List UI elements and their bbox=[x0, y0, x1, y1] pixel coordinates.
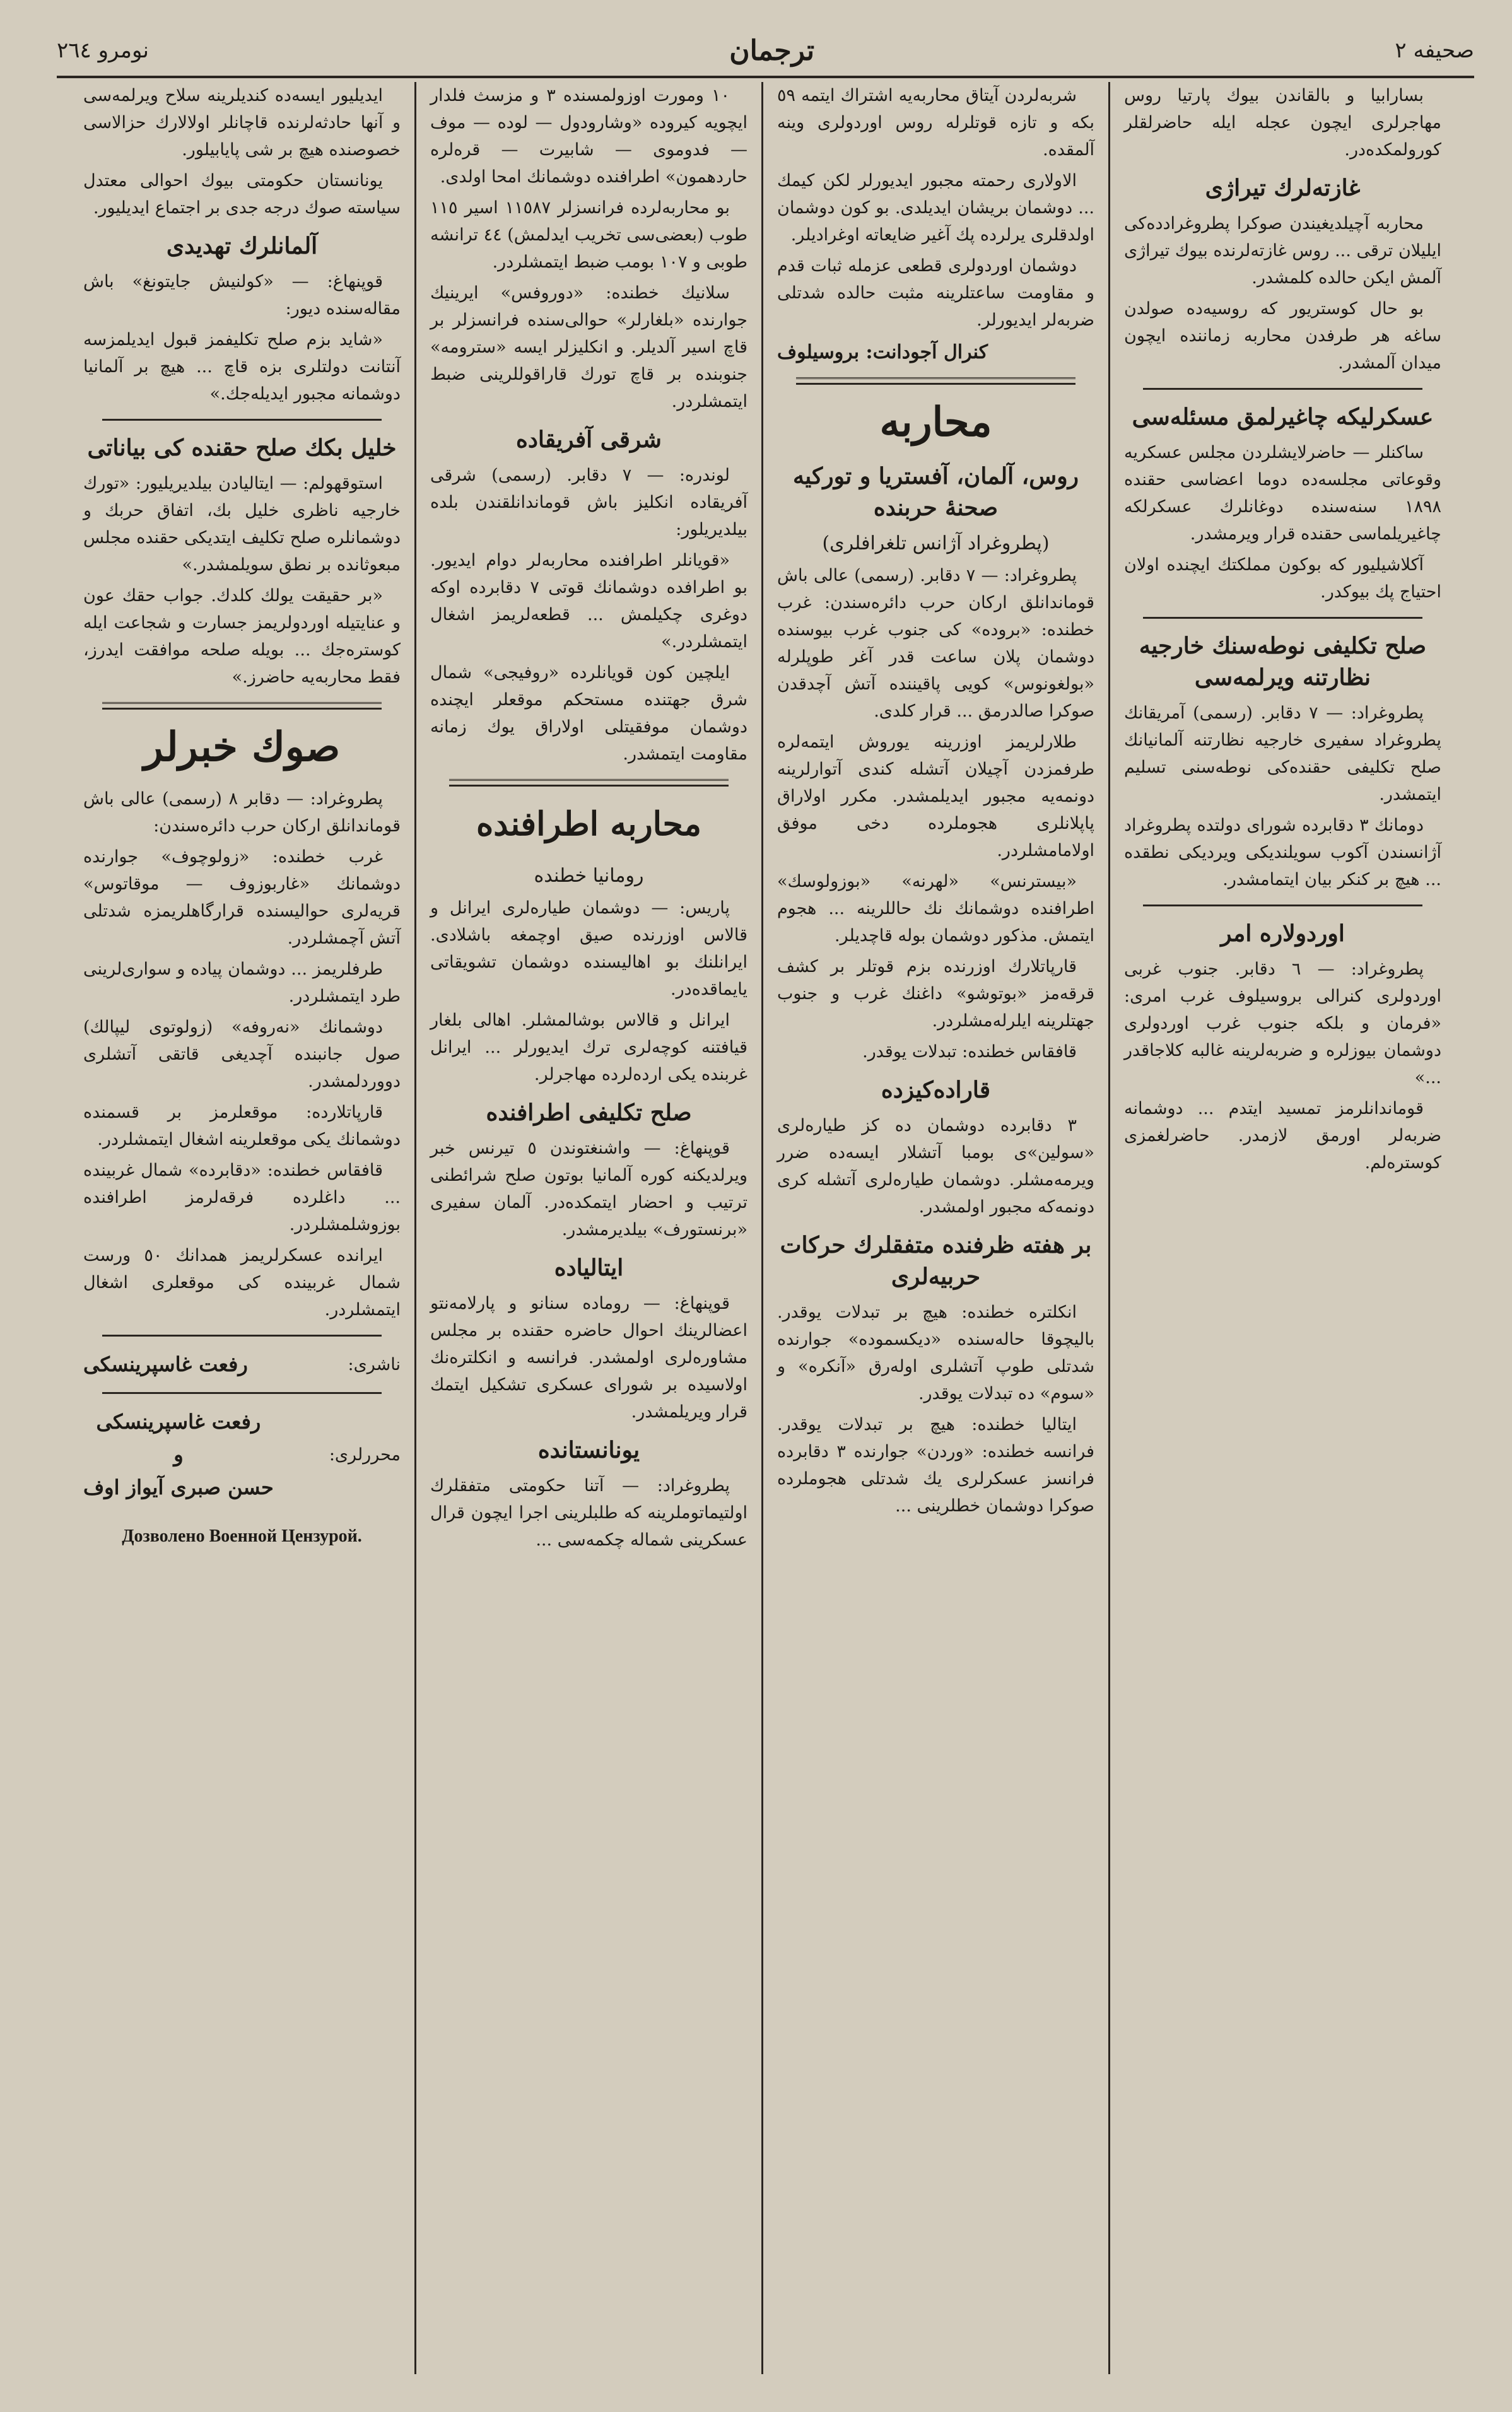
paragraph: محاربه آچيلديغيندن صوكرا پطروغرادده‌كى ايليلان ترقى ... روس غازته‌لرنده بيوك تيراژى آلمش ايكن حالده كلمشدر. bbox=[1124, 214, 1441, 288]
paragraph: قوپنهاغ: — واشنغتوندن ٥ تيرنس خبر ويرلديكنه كوره آلمانيا بوتون صلح شرائطنى ترتيب و احضار ايتمكده‌در. آلمان سفيرى «برنستورف» بيلديرمشدر. bbox=[430, 1139, 747, 1239]
paragraph: دومانك ٣ دقابرده شوراى دولتده پطروغراد آژانسندن آكوب سويلنديكى ويرديكى نطقده ... هيچ بر كنكر بيان ايتمامشدر. bbox=[1124, 816, 1441, 889]
paragraph: الاولارى رحمته مجبور ايديورلر لكن كيمك ... دوشمان بريشان ايديلدى. بو كون دوشمان اولدقلرى يرلرده پك آغير ضايعاته اوغراديلر. bbox=[777, 171, 1094, 245]
headline-allies-week: بر هفته ظرفنده متفقلرك حركات حربيه‌لرى bbox=[780, 1232, 1092, 1290]
paragraph: بو محاربه‌لرده فرانسزلر ١١٥٨٧ اسير ١١٥ طوب (بعضى‌سى‌ تخريب ايدلمش) ٤٤ ترانشه طوبى و ١٠٧ بومب ضبط ايتمشلردر. bbox=[430, 198, 747, 272]
headline-peace-note: صلح تكليفى نوطه‌سنك خارجيه نظارتنه ويرلمه‌سى bbox=[1139, 633, 1427, 691]
divider bbox=[102, 702, 382, 710]
paragraph: قوماندانلرمز تمسيد ايتدم ... دوشمانه ضربه‌لر اورمق لازمدر. حاضرلغمزى كوستره‌لم. bbox=[1124, 1099, 1441, 1173]
divider bbox=[1143, 905, 1422, 906]
paragraph: ١٠ ومورت اوزولمسنده ٣ و مزسث فلدار ايچويه كيروده «وشارودول — لوده — موف — فدوموى — شابيرت — قره‌لره حاردهمون» اطرافنده دوشمانك امحا اولدى. bbox=[430, 86, 747, 187]
subheadline-romania: رومانيا خطنده bbox=[534, 865, 644, 887]
censor-note: Дозволено Военной Цензурой. bbox=[122, 1526, 362, 1546]
paragraph: ايلچين كون قويانلرده «روفيجى» شمال شرق جهتنده مستحكم موقعلر ايچنده دوشمان موفقيتلى اولاراق يوك زمانه مقاومت ايتمشدر. bbox=[430, 663, 747, 764]
headline-halil-bey: خليل بكك صلح حقنده كى بياناتى bbox=[87, 435, 397, 461]
headline-italy: ايتاليا‌ده bbox=[554, 1255, 624, 1281]
headline-east-africa: شرقى آفريقاده bbox=[516, 426, 662, 453]
paragraph: «بيسترنس» «لهرنه» «بوزولوسك» اطرافنده دوشمانك نك حاللرينه ... هجوم ايتمش. مذكور دوشمان بوله قاچديلر. bbox=[777, 872, 1094, 945]
paragraph: ايرانده عسكرلريمز همدانك ٥٠ ورست شمال غربينده كى موقعلرى اشغال ايتمشلردر. bbox=[83, 1246, 401, 1320]
divider bbox=[796, 377, 1075, 385]
paragraph: استوقهولم: — ايتاليادن بيلديريليور: «تورك خارجيه ناظرى خليل بك، اتفاق حربك و دوشمانلره صلح تكليف ايتديكى حقنده مجلس مبعوثانده بر نطق سويلمشدر.» bbox=[83, 474, 401, 575]
paragraph: انكلتره خطنده: هيچ بر تبدلات يوقدر. باليچوقا حاله‌سنده «ديكسموده» جوارنده شدتلى طوپ آتشلرى اوله‌رق «آنكره» و «سوم» ده تبدلات يوقدر. bbox=[777, 1303, 1094, 1403]
masthead-title: ترجمان bbox=[729, 34, 815, 67]
paragraph: ايديليور ايسه‌ده كنديلرينه سلاح ويرلمه‌سى و آنها حادثه‌لرنده قاچانلر اولالارك حزالاسى خصوصنده هيچ بر شى پايابيلور. bbox=[83, 86, 401, 160]
paragraph: بو حال كوستريور كه روسيه‌ده صولدن ساغه هر طرفدن محاربه زماننده ايچون ميدان آلمشدر. bbox=[1124, 299, 1441, 373]
divider bbox=[1143, 388, 1422, 390]
editors-label: محررلرى: bbox=[329, 1444, 401, 1465]
paragraph: دوشمان اوردولرى قطعى عزمله ثبات قدم و مقاومت ساعتلرينه مثبت حالده شدتلى ضربه‌لر ايديورلر. bbox=[777, 256, 1094, 330]
editors-names bbox=[83, 1405, 274, 1504]
paragraph: يونانستان حكومتى بيوك احوالى معتدل سياسته صوك درجه جدى بر اجتماع ايديليور. bbox=[83, 171, 401, 218]
agency-note: (پطروغراد آژانس تلغرافلرى) bbox=[822, 532, 1050, 554]
headline-newspaper-circulation: غازته‌لرك تيراژى bbox=[1205, 175, 1361, 201]
paragraph: ايرانل و قالاس بوشالمشلر. اهالى بلغار قيافتنه كوچه‌لرى ترك ايديورلر ... ايرانل غربنده يكى ارده‌لرده مهاجرلر. bbox=[430, 1010, 747, 1084]
paragraph: «قويانلر اطرافنده محاربه‌لر دوام ايديور. بو اطرافده دوشمانك قوتى ٧ دقابرده اوكه دوغرى چكيلمش ... قطعه‌لريمز اشغال ايتمشلردر.» bbox=[430, 551, 747, 652]
headline-military-call-up: عسكرليكه چاغيرلمق مسئله‌سى bbox=[1132, 404, 1434, 430]
divider bbox=[1143, 617, 1422, 619]
column-2 bbox=[761, 82, 1108, 2374]
paragraph: غرب خطنده: «زولوچوف» جوارنده دوشمانك «غاربوزوف — موقاتوس» قريه‌لرى حواليسنده قرارگاهلريمزه شدتلى آتش آچمشلردر. bbox=[83, 847, 401, 948]
paragraph: ساكنلر — حاضرلايشلردن مجلس عسكريه وقوعاتى مجلسه‌ده دوما اعضاسى حقنده ١٨٩٨ سنه‌سنده دوغانلرك عسكرلكه چاغيريلماسى حقنده قرار ويرمشدر. bbox=[1124, 443, 1441, 544]
headline-greece: يونانستانده bbox=[537, 1437, 640, 1463]
paragraph: قافقاس خطنده: تبدلات يوقدر. bbox=[862, 1042, 1077, 1062]
divider bbox=[102, 1392, 382, 1394]
page-number: صحيفه ٢ bbox=[1395, 38, 1474, 63]
paragraph: قارپاتلارده: موقعلرمز بر قسمنده دوشمانك يكى موقعلرينه اشغال ايتمشلردر. bbox=[83, 1103, 401, 1149]
headline-around-war: محاربه اطرافنده bbox=[476, 805, 701, 843]
paragraph: لوندره: — ٧ دقابر. (رسمى) شرقى آفريقاده انكليز باش قوماندانلقندن بلده بيلديريلور: bbox=[430, 465, 747, 539]
paragraph: پطروغراد: — ٧ دقابر. (رسمى) آمريقانك پطروغراد سفيرى خارجيه نظارتنه آلمانيانك صلح تكليفى حقنده‌كى نوطه‌سنى تسليم ايتمشدر. bbox=[1124, 703, 1441, 804]
paragraph: پطروغراد: — ٧ دقابر. (رسمى) عالى باش قوماندانلق اركان حرب دائره‌سندن: غرب خطنده: «بروده» كى جنوب غرب بيوسنده دوشمان پلان ساعت قدر آغر طوپلرله «بولغونوس» كويى پاقيننده آتش آچدقدن صوكرا صالدرمق ... قرار كلدى. bbox=[777, 566, 1094, 721]
paragraph: بسارابيا و بالقاندن بيوك پارتيا روس مهاجرلرى ايچون عجله ايله حاضرلقلر كورولمكده‌در. bbox=[1124, 86, 1441, 160]
divider bbox=[102, 1335, 382, 1337]
paragraph: قارپاتلارك اوزرنده بزم قوتلر بر كشف قرقه‌مز «بوتوشو» داغنك غرب و جنوب جهتلرينه ايلرله‌مشلردر. bbox=[777, 957, 1094, 1031]
headline-war: محاربه bbox=[879, 399, 992, 446]
headline-german-threat: آلمانلرك تهديدى bbox=[166, 233, 318, 259]
paragraph: قوپنهاغ: — روماده سنانو و پارلامه‌نتو اعضالرينك احوال حاضره حقنده بر مجلس مشاوره‌لرى اولمشدر. فرانسه و انكلتره‌نك اولاسيده بر شوراى عسكرى تشكيل ايتمك قرار ويريلمشدر. bbox=[430, 1294, 747, 1422]
headline-latest-news: صوك خبرلر bbox=[143, 723, 341, 771]
editor-and: و bbox=[173, 1443, 184, 1467]
columns bbox=[69, 82, 1455, 2374]
publisher-line bbox=[83, 1348, 401, 1381]
editors-block bbox=[83, 1405, 401, 1504]
column-3 bbox=[414, 82, 761, 2374]
divider bbox=[449, 779, 729, 787]
headline-orders-to-armies: اوردولاره امر bbox=[1221, 920, 1345, 947]
paragraph: آكلاشيليور كه بوكون مملكتك ايچنده اولان احتياج پك بيوكدر. bbox=[1124, 555, 1441, 602]
paragraph: پطروغراد: — دقابر ٨ (رسمى) عالى باش قوماندانلق اركان حرب دائره‌سندن: bbox=[83, 789, 401, 836]
editor-1: رفعت غاسپرينسكى bbox=[96, 1410, 261, 1434]
subheadline-fronts: روس، آلمان، آفستريا و توركيه صحنهٔ حربنده bbox=[792, 463, 1079, 521]
paragraph: پطروغراد: — آتنا حكومتى متفقلرك اولتيماتوملرينه كه طلبلرينى اجرا ايچون قرال عسكرينى شماله چكمه‌سى ... bbox=[430, 1476, 747, 1550]
publisher-name: رفعت غاسپرينسكى bbox=[83, 1352, 248, 1376]
editor-2: حسن صبرى آيواز اوف bbox=[83, 1475, 274, 1499]
divider bbox=[102, 419, 382, 421]
paragraph: پطروغراد: — ٦ دقابر. جنوب غربى اوردولرى كنرالى بروسيلوف غرب امرى: «فرمان و بلكه جنوب غرب اوردولرى دوشمان بيوزلره و ضربه‌لرينه غالبه كلاجاقدر ...» bbox=[1124, 959, 1441, 1087]
paragraph: ايتاليا خطنده: هيچ بر تبدلات يوقدر. فرانسه خطنده: «وردن» جوارنده ٣ دقابرده فرانسز عسكرلرى يك شدتلى هجوملرده صوكرا دوشمان خطلرينى ... bbox=[777, 1415, 1095, 1516]
paragraph: دوشمانك «نه‌روفه» (زولوتوى ليپالك) صول جانبنده آچديغى قاتقى آتشلرى دووردلمشدر. bbox=[83, 1017, 401, 1091]
page-header bbox=[57, 25, 1474, 78]
paragraph: طلارلريمز اوزرينه يوروش ايتمه‌لره طرفمزدن آچيلان آتشله كندى آتوارلرينه دونمه‌يه مجبور ايديلمشدر. مكرر اولاراق پاپلانلرى هجوملرده دخى موفق اولامامشلردر. bbox=[777, 732, 1094, 860]
signature-brusilov: كنرال آجودانت: بروسيلوف bbox=[777, 341, 988, 363]
paragraph: پاريس: — دوشمان طياره‌لرى ايرانل و قالاس اوزرنده صيق اوچمغه باشلادى. ايرانلنك بو اهاليسنده دوشمان تشويقاتى يايماقده‌در. bbox=[430, 898, 747, 999]
paragraph: ٣ دقابرده دوشمان ده كز طياره‌لرى «سولين»ى بومبا آتشلار ايسه‌ده ضرر ويرمه‌مشلر. دوشمان طياره‌لرى آتشله كرى دونمه‌كه مجبور اولمشدر. bbox=[777, 1116, 1094, 1217]
paragraph: سلانيك خطنده: «دوروفس» ايرينيك جوارنده «بلغارلر» حوالى‌سنده فرانسزلر بر قاچ اسير آلديلر. و انكليزلر ايسه «سترومه» جنوبنده بر قاچ تورك قاراقوللرينى ضبط ايتمشلردر. bbox=[430, 283, 747, 411]
paragraph: شربه‌لردن آيتاق محاربه‌يه اشتراك ايتمه ٥٩ بكه و تازه قوتلرله روس اوردولرى وينه آلمقده. bbox=[777, 86, 1094, 160]
publisher-label: ناشرى: bbox=[348, 1354, 401, 1374]
paragraph: طرفلريمز ... دوشمان پياده و سوارى‌لرينى طرد ايتمشلردر. bbox=[83, 959, 401, 1006]
headline-peace-offer: صلح تكليفى اطرافنده bbox=[486, 1099, 692, 1126]
issue-number: نومرو ٢٦٤ bbox=[57, 38, 149, 63]
column-1 bbox=[1108, 82, 1455, 2374]
headline-black-sea: قاراده‌كيزده bbox=[881, 1077, 991, 1103]
column-4 bbox=[69, 82, 414, 2374]
paragraph: قوپنهاغ: — «كولنيش جايتونغ» باش مقاله‌سنده ديور: bbox=[83, 272, 401, 319]
paragraph: «شايد بزم صلح تكليفمز قبول ايديلمزسه آنتانت دولتلرى بزه قاچ ... هيچ بر آلمانيا دوشمانه مجبور ايديله‌جك.» bbox=[83, 330, 401, 404]
paragraph: قافقاس خطنده: «دقابرده» شمال غربينده ... داغلرده فرقه‌لرمز اطرافنده بوزوشلمشلردر. bbox=[83, 1161, 401, 1234]
paragraph: «بر حقيقت يولك كلدك. جواب حقك عون و عنايتيله اوردولريمز جسارت و شجاعت ايله كوستره‌جك ... بويله صلحه موافقت ايدرز، فقط محاربه‌يه حاضرز.» bbox=[83, 586, 401, 687]
